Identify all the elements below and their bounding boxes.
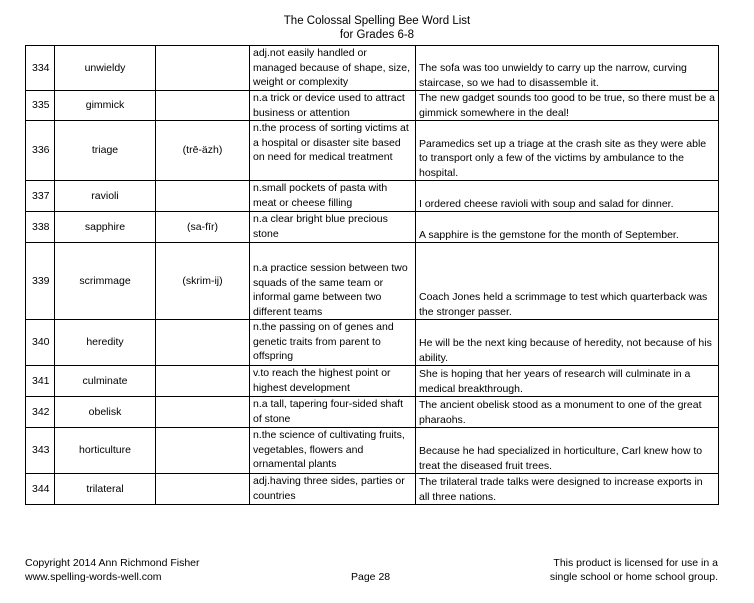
table-row	[26, 474, 719, 505]
license-line-2: single school or home school group.	[549, 571, 718, 583]
pronunciation	[156, 320, 250, 366]
pronunciation: (trē-äzh)	[156, 121, 250, 181]
table-row	[26, 320, 719, 366]
pronunciation	[156, 366, 250, 397]
table-row	[26, 428, 719, 474]
definition: adj.not easily handled or managed because of shape, size, weight or complexity	[250, 46, 416, 91]
title-line-2: for Grades 6-8	[339, 29, 415, 41]
word-number: 343	[26, 428, 55, 474]
word: sapphire	[55, 212, 156, 243]
word-number: 336	[26, 121, 55, 181]
word-number: 341	[26, 366, 55, 397]
example-sentence: The trilateral trade talks were designed to increase exports in all three nations.	[416, 474, 719, 505]
page-number: Page 28	[351, 571, 391, 583]
pronunciation	[156, 397, 250, 428]
word-number: 337	[26, 181, 55, 212]
pronunciation	[156, 46, 250, 91]
example-sentence: I ordered cheese ravioli with soup and salad for dinner.	[416, 181, 719, 212]
word: scrimmage	[55, 243, 156, 320]
table-row	[26, 243, 719, 320]
example-sentence: The new gadget sounds too good to be true, so there must be a gimmick somewhere in the deal!	[416, 91, 719, 121]
footer-copyright-block	[25, 556, 200, 584]
definition: adj.having three sides, parties or countries	[250, 474, 416, 505]
pronunciation: (sa-fīr)	[156, 212, 250, 243]
example-sentence: Coach Jones held a scrimmage to test which quarterback was the stronger passer.	[416, 243, 719, 320]
example-sentence: She is hoping that her years of research will culminate in a medical breakthrough.	[416, 366, 719, 397]
example-sentence: He will be the next king because of heredity, not because of his ability.	[416, 320, 719, 366]
pronunciation	[156, 91, 250, 121]
word-number: 339	[26, 243, 55, 320]
word-number: 342	[26, 397, 55, 428]
website-link[interactable]: www.spelling-words-well.com	[25, 571, 162, 583]
table-row	[26, 91, 719, 121]
word: gimmick	[55, 91, 156, 121]
word: trilateral	[55, 474, 156, 505]
word-number: 340	[26, 320, 55, 366]
table-row	[26, 181, 719, 212]
word: triage	[55, 121, 156, 181]
word: heredity	[55, 320, 156, 366]
example-sentence: A sapphire is the gemstone for the month of September.	[416, 212, 719, 243]
pronunciation	[156, 428, 250, 474]
word-number: 344	[26, 474, 55, 505]
word: horticulture	[55, 428, 156, 474]
footer-license-block	[520, 556, 718, 584]
pronunciation	[156, 474, 250, 505]
word: unwieldy	[55, 46, 156, 91]
table-row	[26, 366, 719, 397]
word: obelisk	[55, 397, 156, 428]
example-sentence: Because he had specialized in horticulture, Carl knew how to treat the diseased fruit trees.	[416, 428, 719, 474]
definition: n.a tall, tapering four-sided shaft of stone	[250, 397, 416, 428]
pronunciation: (skrim-ij)	[156, 243, 250, 320]
word-number: 338	[26, 212, 55, 243]
example-sentence: Paramedics set up a triage at the crash site as they were able to transport only a few of the victims by ambulance to the hospital.	[416, 121, 719, 181]
title-line-1: The Colossal Spelling Bee Word List	[283, 15, 471, 27]
definition: n.a practice session between two squads of the same team or informal game between two different teams	[250, 243, 416, 320]
example-sentence: The sofa was too unwieldy to carry up the narrow, curving staircase, so we had to disassemble it.	[416, 46, 719, 91]
definition: v.to reach the highest point or highest development	[250, 366, 416, 397]
table-row	[26, 212, 719, 243]
copyright-text: Copyright 2014 Ann Richmond Fisher	[25, 557, 200, 569]
definition: n.the process of sorting victims at a hospital or disaster site based on need for medical treatment	[250, 121, 416, 181]
definition: n.the passing on of genes and genetic traits from parent to offspring	[250, 320, 416, 366]
table-row	[26, 121, 719, 181]
definition: n.a clear bright blue precious stone	[250, 212, 416, 243]
license-line-1: This product is licensed for use in a	[553, 557, 718, 569]
word-number: 334	[26, 46, 55, 91]
pronunciation	[156, 181, 250, 212]
definition: n.the science of cultivating fruits, vegetables, flowers and ornamental plants	[250, 428, 416, 474]
page-title	[0, 14, 754, 42]
word-list-table	[25, 45, 719, 505]
table-row	[26, 397, 719, 428]
word: ravioli	[55, 181, 156, 212]
definition: n.small pockets of pasta with meat or cheese filling	[250, 181, 416, 212]
table-row	[26, 46, 719, 91]
example-sentence: The ancient obelisk stood as a monument to one of the great pharaohs.	[416, 397, 719, 428]
word-number: 335	[26, 91, 55, 121]
definition: n.a trick or device used to attract business or attention	[250, 91, 416, 121]
word: culminate	[55, 366, 156, 397]
